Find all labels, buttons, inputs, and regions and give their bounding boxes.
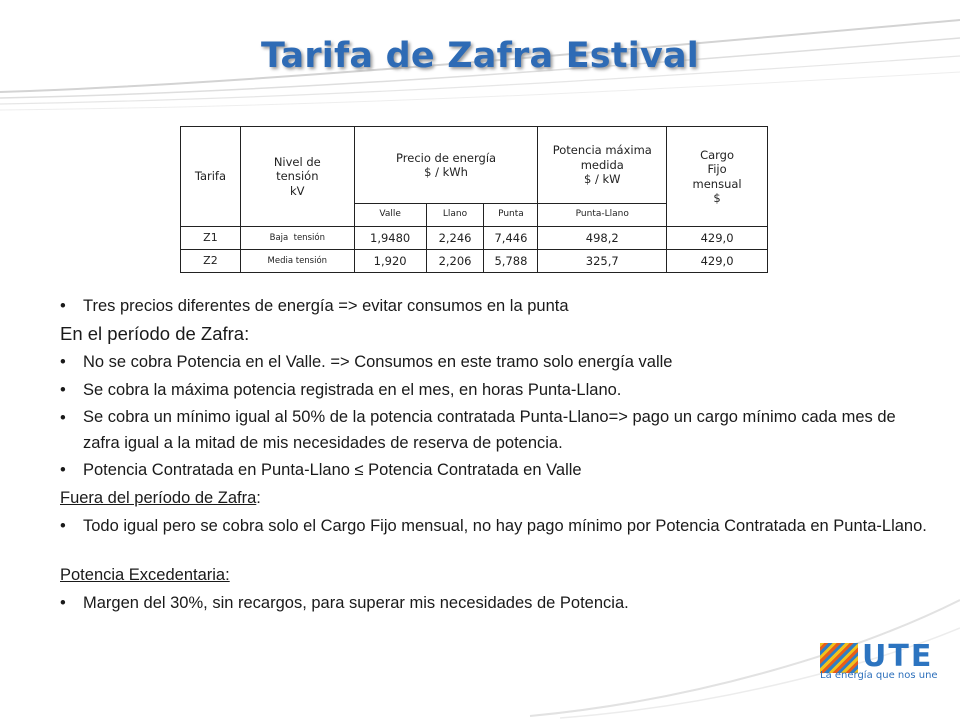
bullet-item	[60, 512, 930, 541]
header-precio-energia: Precio de energía $ / kWh	[354, 127, 538, 204]
bullet-text: No se cobra Potencia en el Valle. => Consumos en este tramo solo energía valle	[83, 353, 673, 371]
table-row	[181, 227, 768, 250]
header-cargo-fijo: Cargo Fijo mensual $	[667, 127, 768, 227]
bullet-item	[60, 404, 930, 456]
bullet-icon: •	[60, 409, 66, 427]
cell-valle: 1,920	[354, 250, 426, 273]
excedentaria-heading: Potencia Excedentaria:	[60, 566, 230, 584]
ute-logo-text: UTE	[862, 639, 934, 674]
bullet-icon: •	[60, 381, 66, 399]
table-row	[181, 250, 768, 273]
page-title: Tarifa de Zafra Estival	[260, 36, 700, 76]
cell-level: Baja tensión	[240, 227, 354, 250]
cell-code: Z2	[181, 250, 241, 273]
subheader-llano: Llano	[426, 204, 484, 227]
bullet-text: Se cobra un mínimo igual al 50% de la potencia contratada Punta-Llano=> pago un cargo mínimo cada mes de zafra igual a la mitad de mis necesidades de reserva de potencia.	[83, 408, 896, 452]
cell-cargo: 429,0	[667, 227, 768, 250]
bullet-text: Tres precios diferentes de energía => evitar consumos en la punta	[83, 297, 569, 315]
bullet-icon: •	[60, 594, 66, 612]
header-tarifa: Tarifa	[181, 127, 241, 227]
bullet-item	[60, 376, 930, 404]
ute-tagline: La energía que nos une	[820, 670, 938, 681]
ute-logo-mark-icon	[820, 643, 858, 673]
subheader-punta: Punta	[484, 204, 538, 227]
cell-llano: 2,206	[426, 250, 484, 273]
tariff-table	[180, 126, 768, 273]
slide-body	[60, 292, 930, 617]
bullet-item	[60, 348, 930, 376]
bullet-text: Potencia Contratada en Punta-Llano ≤ Potencia Contratada en Valle	[83, 461, 582, 479]
table-header-row	[181, 127, 768, 204]
spacer	[60, 541, 930, 561]
bullet-item	[60, 456, 930, 484]
cell-punta: 7,446	[484, 227, 538, 250]
fuera-heading	[60, 484, 930, 512]
bullet-text: Todo igual pero se cobra solo el Cargo Fijo mensual, no hay pago mínimo por Potencia Contratada en Punta-Llano.	[83, 517, 927, 535]
cell-cargo: 429,0	[667, 250, 768, 273]
bullet-icon: •	[60, 517, 66, 535]
zafra-heading: En el período de Zafra:	[60, 323, 250, 344]
bullet-icon: •	[60, 353, 66, 371]
fuera-heading-text: Fuera del período de Zafra	[60, 489, 257, 507]
fuera-heading-colon: :	[256, 489, 261, 507]
cell-potencia: 325,7	[538, 250, 667, 273]
cell-valle: 1,9480	[354, 227, 426, 250]
header-nivel-tension: Nivel de tensión kV	[240, 127, 354, 227]
subheader-punta-llano: Punta-Llano	[538, 204, 667, 227]
bullet-item	[60, 589, 930, 617]
subheader-valle: Valle	[354, 204, 426, 227]
cell-code: Z1	[181, 227, 241, 250]
cell-llano: 2,246	[426, 227, 484, 250]
cell-punta: 5,788	[484, 250, 538, 273]
cell-potencia: 498,2	[538, 227, 667, 250]
bullet-item	[60, 292, 930, 320]
bullet-icon: •	[60, 297, 66, 315]
bullet-icon: •	[60, 461, 66, 479]
bullet-text: Margen del 30%, sin recargos, para superar mis necesidades de Potencia.	[83, 594, 629, 612]
header-potencia-maxima: Potencia máxima medida $ / kW	[538, 127, 667, 204]
cell-level: Media tensión	[240, 250, 354, 273]
bullet-text: Se cobra la máxima potencia registrada en el mes, en horas Punta-Llano.	[83, 381, 622, 399]
